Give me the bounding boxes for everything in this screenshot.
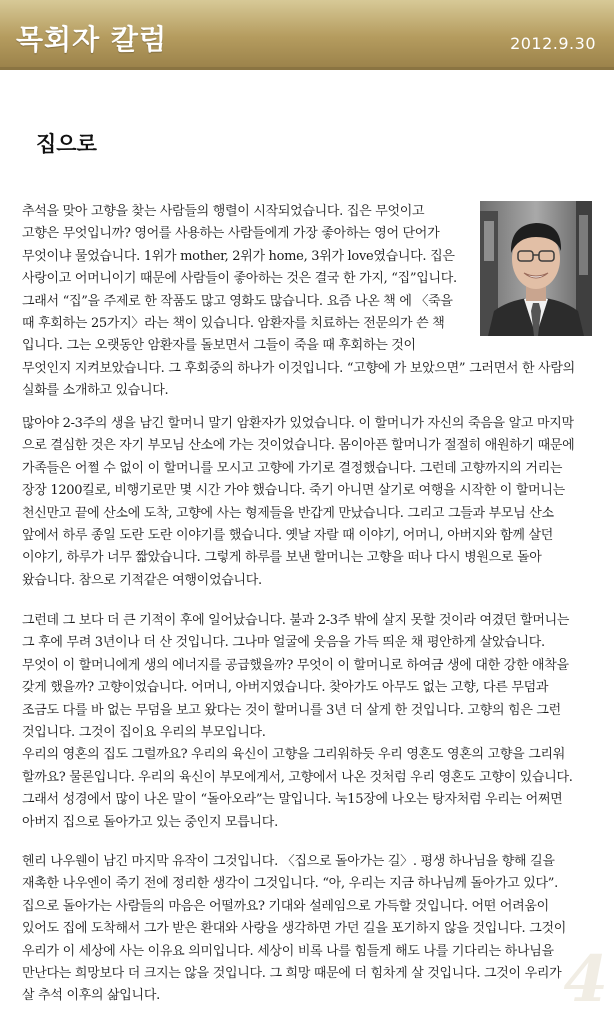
paragraph-line: 때 후회하는 25가지〉라는 책이 있습니다. 암환자를 치료하는 전문의가 쓴 책: [22, 315, 445, 331]
article-title: 집으로: [36, 132, 97, 156]
paragraph-2: [22, 413, 594, 592]
paragraph-1: [22, 201, 594, 403]
paragraph-line: 것입니다. 그것이 집이요 우리의 부모입니다.: [22, 724, 266, 740]
paragraph-line: 조금도 다를 바 없는 무덤을 보고 왔다는 것이 할머니를 3년 더 살게 한 것입니다. 고향의 힘은 그런: [22, 702, 561, 718]
paragraph-line: 우리가 이 세상에 사는 이유요 의미입니다. 세상이 비록 나를 힘들게 해도 나를 기다리는 하나님을: [22, 943, 554, 959]
paragraph-line: 사랑이고 어머니이기 때문에 사람들이 좋아하는 것은 결국 한 가지, “집”입니다.: [22, 271, 457, 287]
paragraph-3: [22, 610, 594, 834]
paragraph-line: 할까요? 물론입니다. 우리의 육신이 부모에게서, 고향에서 나온 것처럼 우리 영혼도 고향이 있습니다.: [22, 769, 573, 785]
paragraph-line: 으로 결심한 것은 자기 부모님 산소에 가는 것이었습니다. 몸이아픈 할머니가 절절히 애원하기 때문에: [22, 438, 575, 454]
paragraph-line: 우리의 영혼의 집도 그럴까요? 우리의 육신이 고향을 그리워하듯 우리 영혼도 영혼의 고향을 그리워: [22, 747, 565, 763]
paragraph-line: 그런데 그 보다 더 큰 기적이 후에 일어났습니다. 불과 2-3주 밖에 살지 못할 것이라 여겼던 할머니는: [22, 613, 570, 628]
paragraph-line: 가족들은 어쩔 수 없이 이 할머니를 모시고 고향에 가기로 결정했습니다. 그런데 고향까지의 거리는: [22, 460, 563, 476]
paragraph-line: 그 후에 무려 3년이나 더 산 것입니다. 그나마 얼굴에 웃음을 가득 띄운 채 평안하게 살았습니다.: [22, 635, 545, 651]
paragraph-line: 재촉한 나우엔이 죽기 전에 정리한 생각이 그것입니다. “아, 우리는 지금 하나님께 돌아가고 있다”.: [22, 876, 558, 892]
paragraph-line: 무엇이냐 물었습니다. 1위가 mother, 2위가 home, 3위가 love였습니다. 집은: [22, 248, 455, 264]
paragraph-line: 추석을 맞아 고향을 찾는 사람들의 행렬이 시작되었습니다. 집은 무엇이고: [22, 204, 425, 219]
paragraph-line: 아버지 집으로 돌아가고 있는 중인지 모릅니다.: [22, 814, 278, 830]
paragraph-line: 많아야 2-3주의 생을 남긴 할머니 말기 암환자가 있었습니다. 이 할머니가 자신의 죽음을 알고 마지막: [22, 416, 574, 431]
paragraph-line: 그래서 “집”을 주제로 한 작품도 많고 영화도 많습니다. 요즘 나온 책 에 〈죽을: [22, 293, 453, 309]
paragraph-line: 무엇인지 지켜보았습니다. 그 후회중의 하나가 이것입니다. “고향에 가 보았으면” 그러면서 한 사람의: [22, 360, 575, 376]
paragraph-line: 무엇이 이 할머니에게 생의 에너지를 공급했을까? 무엇이 이 할머니로 하여금 생에 대한 강한 애착을: [22, 657, 569, 673]
paragraph-line: 헨리 나우웬이 남긴 마지막 유작이 그것입니다. 〈집으로 돌아가는 길〉. 평생 하나님을 향해 길을: [22, 854, 555, 869]
paragraph-line: 집으로 돌아가는 사람들의 마음은 어떨까요? 기대와 설레임으로 가득할 것입니다. 어떤 어려움이: [22, 898, 549, 914]
column-date: 2012.9.30: [510, 34, 596, 53]
paragraph-line: 살 추석 이후의 삶입니다.: [22, 988, 160, 1004]
paragraph-4: [22, 851, 594, 1008]
paragraph-line: 실화를 소개하고 있습니다.: [22, 383, 169, 399]
paragraph-line: 왔습니다. 참으로 기적같은 여행이었습니다.: [22, 572, 262, 588]
paragraph-line: 있어도 집에 도착해서 그가 받은 환대와 사랑을 생각하면 가던 길을 포기하지 않을 것입니다. 그것이: [22, 921, 566, 937]
paragraph-line: 장장 1200킬로, 비행기로만 몇 시간 가야 했습니다. 죽기 아니면 살기로 여행을 시작한 이 할머니는: [22, 483, 565, 499]
paragraph-line: 천신만고 끝에 산소에 도착, 고향에 사는 형제들을 반갑게 만났습니다. 그리고 그들과 부모님 산소: [22, 505, 554, 521]
paragraph-line: 앞에서 하루 종일 도란 도란 이야기를 했습니다. 옛날 자랄 때 이야기, 어머니, 아버지와 함께 살던: [22, 527, 553, 543]
paragraph-line: 입니다. 그는 오랫동안 암환자를 돌보면서 그들이 죽을 때 후회하는 것이: [22, 338, 416, 354]
paragraph-line: 그래서 성경에서 많이 나온 말이 “돌아오라”는 말입니다. 눅15장에 나오는 탕자처럼 우리는 어쩌면: [22, 792, 563, 808]
paragraph-line: 갖게 했을까? 고향이었습니다. 어머니, 아버지였습니다. 찾아가도 아무도 없는 고향, 다른 무덤과: [22, 680, 549, 696]
column-header-banner: [0, 0, 614, 70]
paragraph-line: 이야기, 하루가 너무 짧았습니다. 그렇게 하루를 보낸 할머니는 고향을 떠나 다시 병원으로 돌아: [22, 550, 542, 566]
paragraph-line: 고향은 무엇입니까? 영어를 사용하는 사람들에게 가장 좋아하는 영어 단어가: [22, 226, 440, 242]
column-title: 목회자 칼럼: [16, 23, 167, 56]
paragraph-line: 만난다는 희망보다 더 크지는 않을 것입니다. 그 희망 때문에 더 힘차게 살 것입니다. 그것이 우리가: [22, 965, 562, 981]
page-number: 4: [563, 942, 608, 1017]
